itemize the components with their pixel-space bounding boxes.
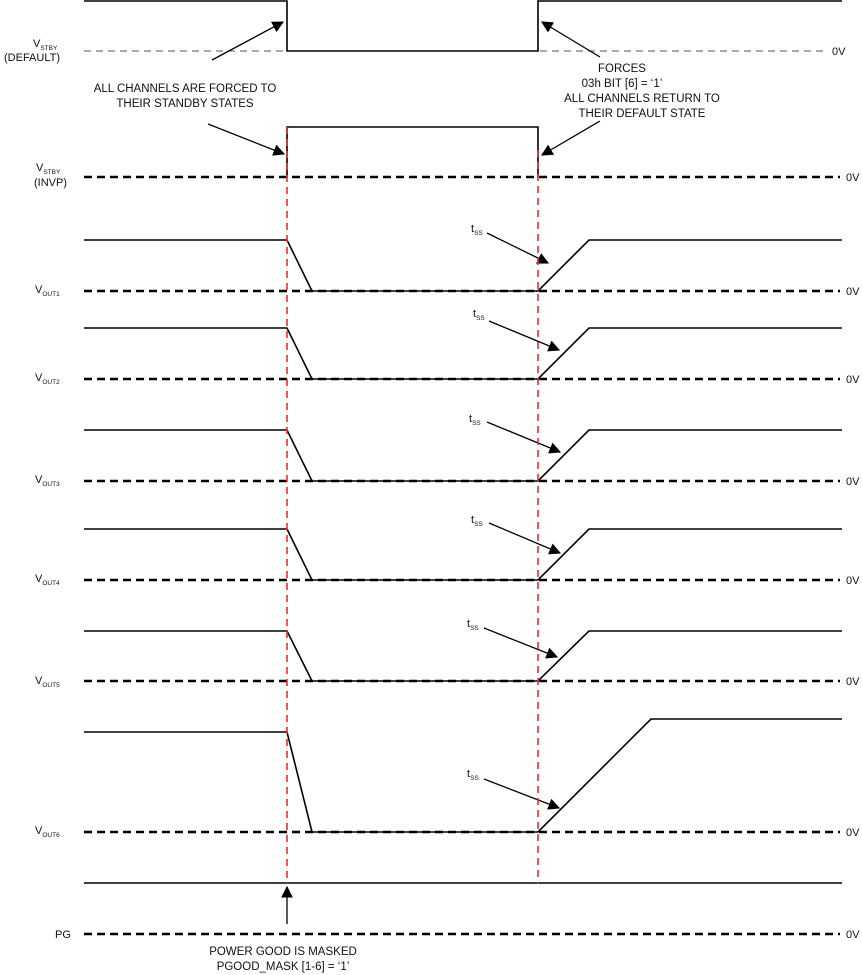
label-vstby-default: $V_{STBY}$ — [33, 38, 58, 52]
annotation-pgood-masked — [209, 887, 357, 973]
annotation-forced-standby-line2: THEIR STANDBY STATES — [116, 98, 254, 110]
vout4-tss-arrow — [489, 523, 560, 553]
vout3-tss-label: $t_{SS}$ — [469, 413, 481, 427]
zero-vout2: 0V — [846, 374, 860, 386]
vout2-waveform — [84, 328, 842, 379]
vout5-tss-label: $t_{SS}$ — [467, 618, 479, 632]
annotation-forces-line1: FORCES — [598, 63, 646, 75]
annotation-forced-standby-line1: ALL CHANNELS ARE FORCED TO — [93, 83, 277, 95]
vout3-tss-arrow — [487, 422, 560, 452]
vstby-default-trace — [84, 1, 842, 51]
arrow-to-vstby-default-rise — [542, 22, 600, 57]
vout6-waveform — [84, 719, 842, 832]
zero-vout1: 0V — [846, 286, 860, 298]
zero-vstby-default: 0V — [832, 46, 846, 58]
vout5-waveform — [84, 631, 842, 681]
vout1-tss-arrow — [487, 233, 548, 263]
vout1-trace — [84, 223, 842, 291]
label-vout3: $V_{OUT3}$ — [35, 474, 60, 488]
zero-pg: 0V — [846, 929, 860, 941]
arrow-to-vstby-invp-rise — [208, 124, 284, 154]
vout6-tss-label: $t_{SS}$ — [467, 768, 479, 782]
vstby-invp-waveform — [287, 127, 538, 177]
label-vout2: $V_{OUT2}$ — [35, 372, 60, 386]
arrow-to-vstby-default-fall — [212, 22, 283, 60]
annotation-forces-line4: THEIR DEFAULT STATE — [578, 108, 706, 120]
zero-vout4: 0V — [846, 575, 860, 587]
zero-vout3: 0V — [846, 476, 860, 488]
vout3-waveform — [84, 430, 842, 481]
label-vout5: $V_{OUT5}$ — [35, 675, 60, 689]
vout4-waveform — [84, 529, 842, 580]
label-vout1: $V_{OUT1}$ — [35, 284, 60, 298]
zero-vout5: 0V — [846, 676, 860, 688]
vout6-tss-arrow — [484, 779, 559, 808]
vout2-tss-arrow — [489, 321, 559, 350]
vstby-default-waveform — [84, 1, 842, 51]
vout1-waveform — [84, 240, 842, 291]
vout2-tss-label: $t_{SS}$ — [473, 308, 485, 322]
label-vstby-invp: $V_{STBY}$ — [36, 162, 61, 176]
vout4-trace — [84, 514, 842, 580]
label-pg: PG — [55, 929, 71, 941]
vout5-trace — [84, 618, 842, 681]
label-vstby-default-line2: (DEFAULT) — [4, 52, 61, 64]
annotation-forces-line3: ALL CHANNELS RETURN TO — [564, 93, 720, 105]
label-vout6: $V_{OUT6}$ — [35, 825, 60, 839]
vstby-invp-trace — [84, 127, 840, 177]
vout5-tss-arrow — [484, 628, 557, 657]
zero-vstby-invp: 0V — [846, 172, 860, 184]
annotation-pgood-line1: POWER GOOD IS MASKED — [209, 946, 357, 958]
label-vstby-invp-line2: (INVP) — [34, 177, 67, 189]
annotation-forces-line2: 03h BIT [6] = ‘1’ — [581, 78, 663, 90]
label-vout4: $V_{OUT4}$ — [35, 573, 60, 587]
vout2-trace — [84, 308, 842, 379]
vout6-trace — [84, 719, 842, 832]
annotation-forces-default — [542, 22, 720, 155]
annotation-pgood-line2: PGOOD_MASK [1-6] = ‘1’ — [216, 961, 350, 973]
vout1-tss-label: $t_{SS}$ — [471, 223, 483, 237]
pg-trace — [84, 883, 842, 934]
arrow-to-vstby-invp-fall — [542, 121, 600, 155]
annotation-forced-standby — [94, 22, 284, 154]
zero-vout6: 0V — [846, 827, 860, 839]
vout4-tss-label: $t_{SS}$ — [471, 514, 483, 528]
vout3-trace — [84, 413, 842, 481]
